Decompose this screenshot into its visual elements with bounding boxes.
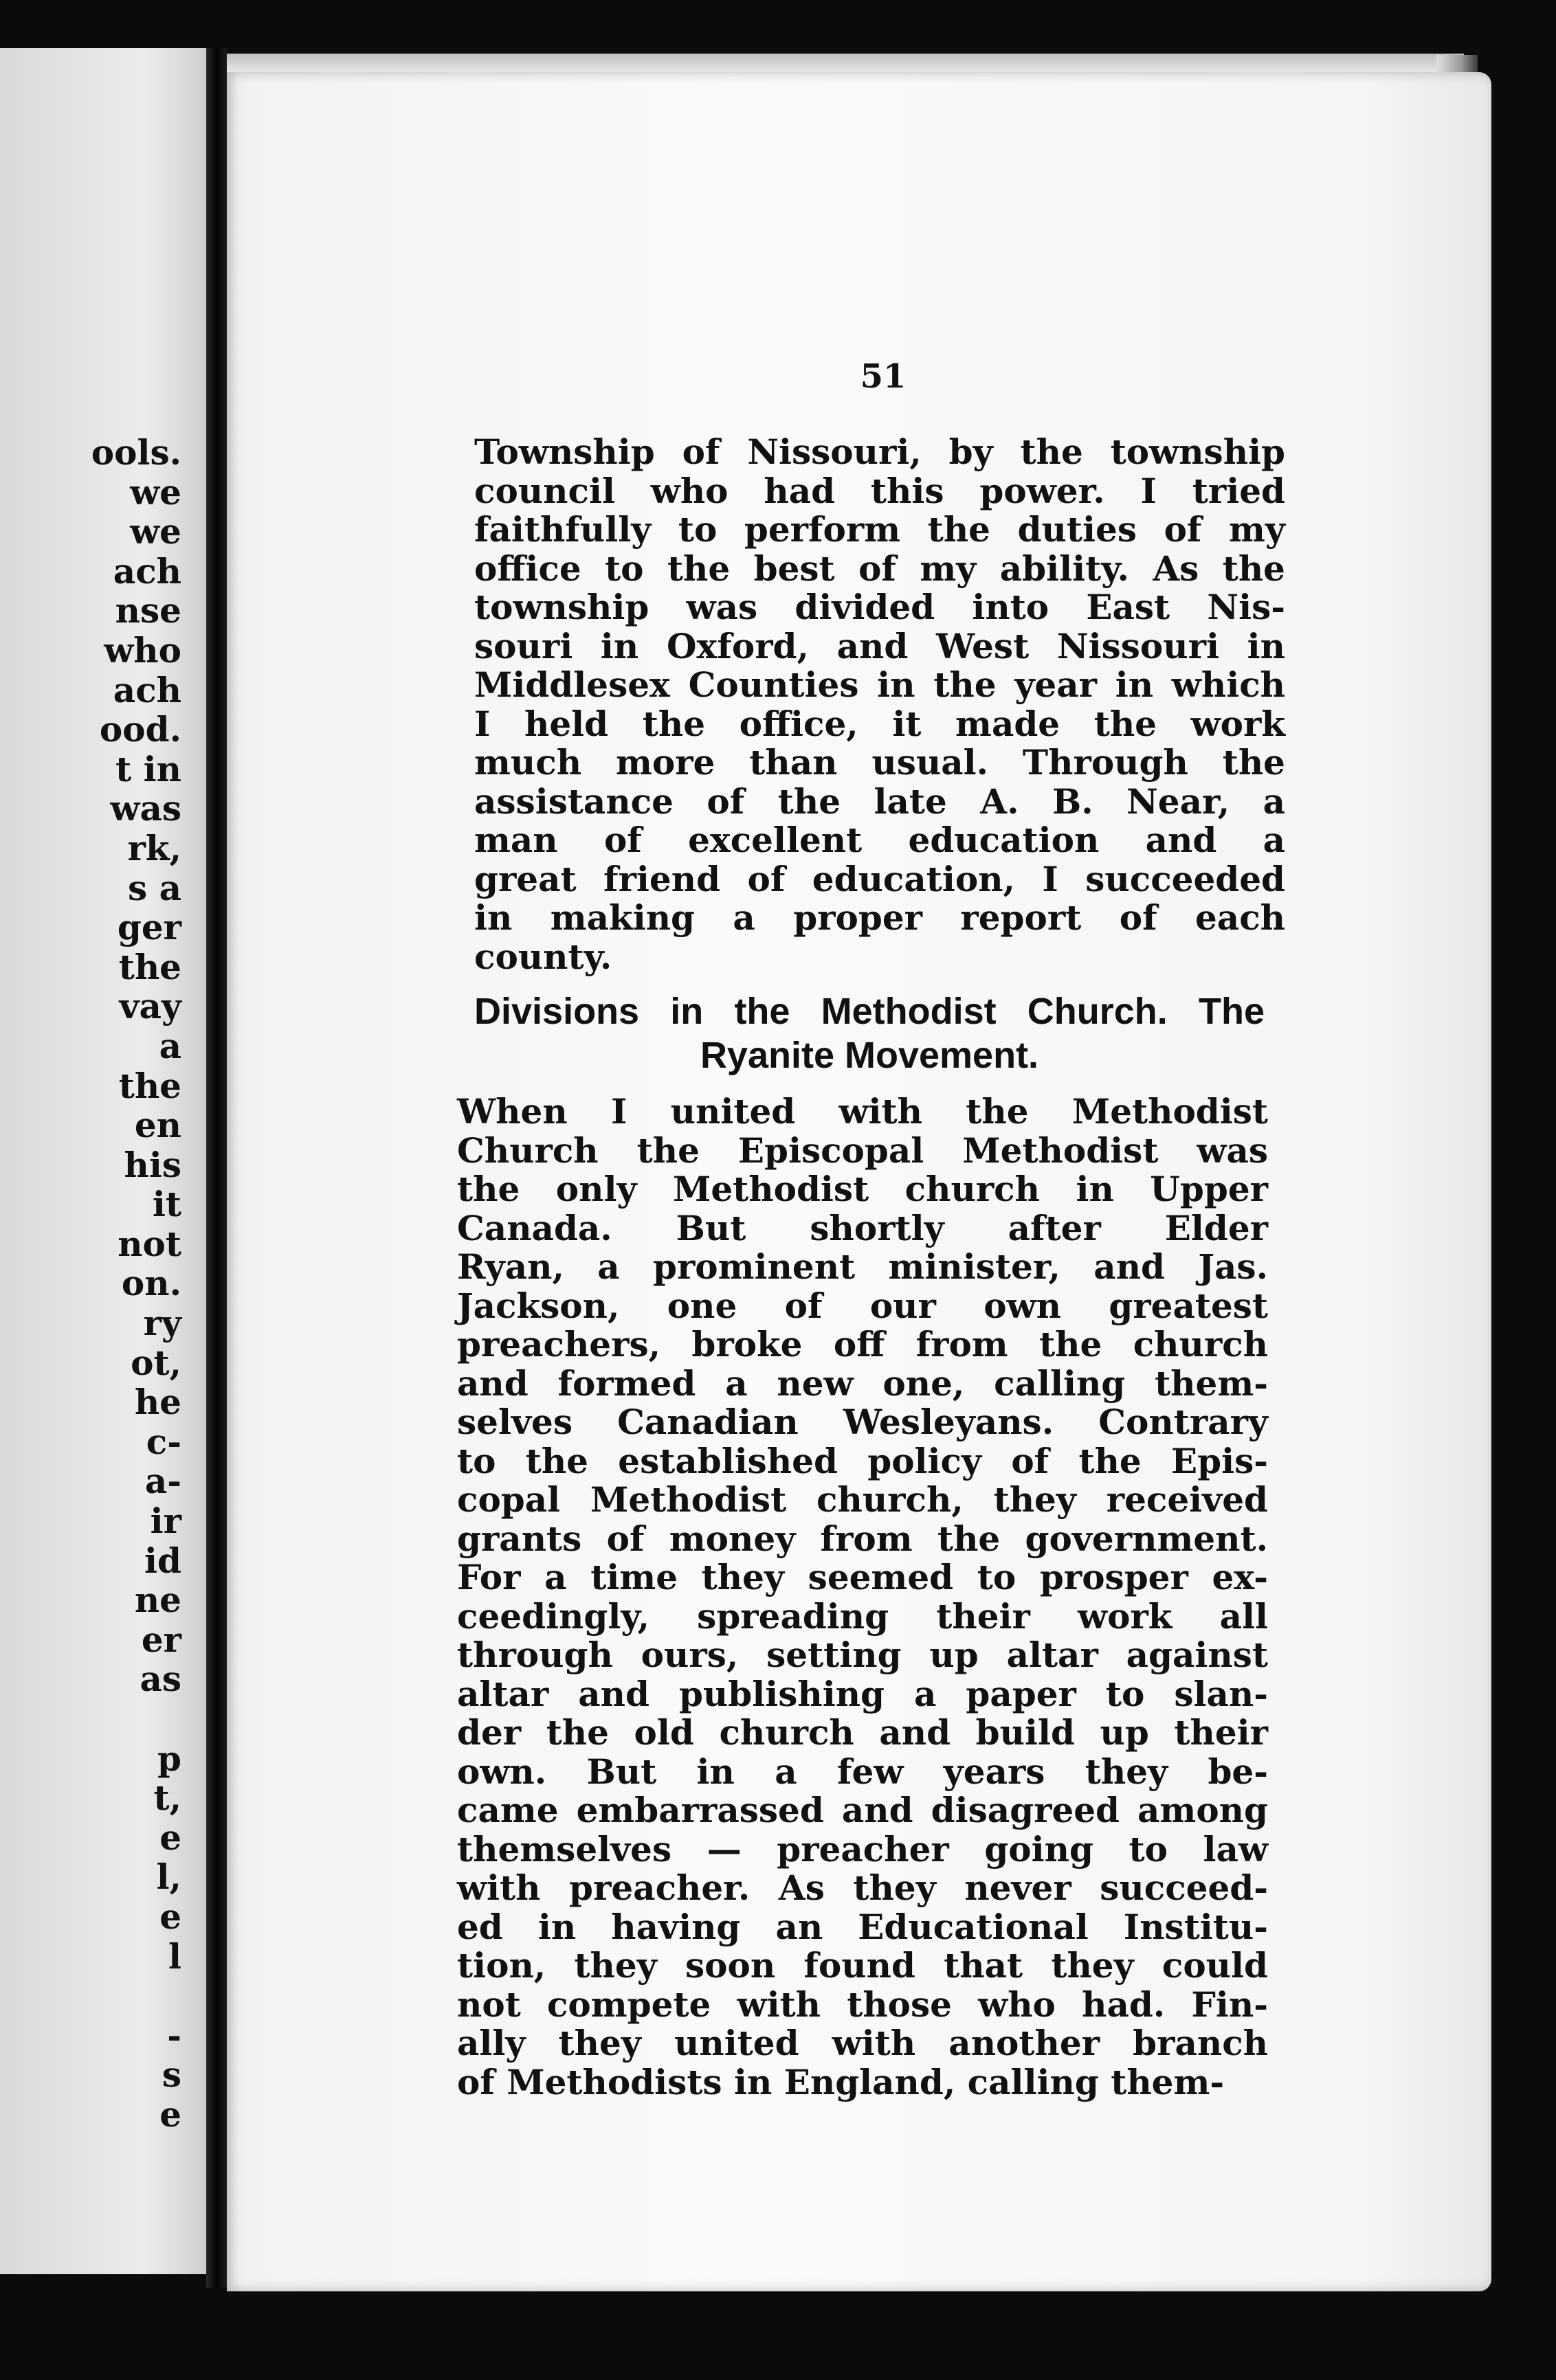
left-page-fragment: t in (115, 748, 181, 789)
left-page-fragment: ot, (131, 1342, 181, 1383)
left-page-fragment: not (118, 1223, 181, 1264)
text-line: man of excellent education and a (474, 820, 1285, 860)
left-page-fragment: l, (156, 1856, 181, 1898)
left-page-fragment (0, 1699, 181, 1739)
text-line: office to the best of my ability. As the (474, 548, 1285, 589)
text-line: I held the office, it made the work (474, 703, 1285, 744)
left-page-fragment: e (159, 1817, 181, 1858)
text-line: through ours, setting up altar against (457, 1635, 1268, 1675)
left-page-fragment: he (134, 1382, 181, 1423)
text-line: came embarrassed and disagreed among (457, 1790, 1268, 1830)
left-page-fragment: on. (121, 1263, 181, 1304)
left-page-fragment: was (110, 788, 181, 829)
left-facing-page (0, 48, 206, 2274)
paragraph-township-office (474, 433, 1285, 976)
text-line: county. (474, 936, 612, 977)
left-page-fragment: his (124, 1144, 181, 1185)
left-page-fragment: ach (113, 669, 181, 710)
left-page-fragment: id (144, 1540, 181, 1581)
left-page-fragment: the (118, 1065, 181, 1106)
text-line: of Methodists in England, calling them- (457, 2061, 1225, 2102)
left-page-fragment: ir (150, 1501, 181, 1542)
left-page-fragment: p (157, 1738, 181, 1779)
text-line: altar and publishing a paper to slan- (457, 1673, 1268, 1714)
text-line: not compete with those who had. Fin- (457, 1984, 1268, 2025)
text-line: council who had this power. I tried (474, 470, 1285, 511)
left-page-text-fragments (0, 433, 181, 2135)
text-line: faithfully to perform the duties of my (474, 509, 1285, 550)
left-page-fragment: e (159, 1896, 181, 1937)
text-line: assistance of the late A. B. Near, a (474, 781, 1285, 822)
left-page-fragment: ne (134, 1580, 181, 1621)
left-page-fragment: vay (119, 986, 181, 1027)
left-page-fragment: er (141, 1619, 181, 1660)
left-page-fragment: a (159, 1025, 181, 1066)
heading-line: Divisions in the Methodist Church. The (474, 991, 1265, 1032)
text-line: selves Canadian Wesleyans. Contrary (457, 1402, 1268, 1442)
text-line: own. But in a few years they be- (457, 1751, 1268, 1792)
text-line: much more than usual. Through the (474, 742, 1285, 783)
left-page-fragment: a- (144, 1461, 181, 1502)
left-page-fragment: it (152, 1184, 181, 1225)
text-line: Jackson, one of our own greatest (457, 1285, 1268, 1326)
page-top-edge (227, 54, 1464, 73)
left-page-fragment: nse (115, 590, 181, 631)
left-page-fragment: c- (146, 1421, 181, 1462)
page-number: 51 (860, 357, 907, 396)
text-line: For a time they seemed to prosper ex- (457, 1557, 1268, 1597)
text-line: souri in Oxford, and West Nissouri in (474, 625, 1285, 666)
text-line: Township of Nissouri, by the township (474, 431, 1285, 472)
left-page-fragment: - (167, 2014, 181, 2056)
text-line: grants of money from the government. (457, 1518, 1268, 1559)
left-page-fragment: ach (113, 550, 181, 592)
section-heading (474, 989, 1265, 1077)
left-page-fragment: we (130, 471, 181, 513)
left-page-fragment: rk, (127, 827, 181, 868)
left-page-fragment: ger (117, 907, 181, 948)
text-line: Middlesex Counties in the year in which (474, 664, 1285, 705)
text-line: tion, they soon found that they could (457, 1945, 1268, 1986)
left-page-fragment: s a (128, 867, 181, 908)
left-page-fragment: ood. (99, 709, 181, 750)
text-line: and formed a new one, calling them- (457, 1362, 1268, 1404)
left-page-fragment: e (159, 2093, 181, 2135)
text-line: When I united with the Methodist (457, 1091, 1268, 1132)
heading-line: Ryanite Movement. (700, 1035, 1039, 1076)
text-line: with preacher. As they never succeed- (457, 1867, 1268, 1908)
left-page-fragment: we (130, 511, 181, 552)
left-page-fragment: as (140, 1659, 181, 1700)
left-page-fragment: en (134, 1105, 181, 1146)
text-line: the only Methodist church in Upper (457, 1169, 1268, 1209)
text-line: Ryan, a prominent minister, and Jas. (457, 1246, 1268, 1287)
text-line: in making a proper report of each (474, 897, 1285, 938)
paragraph-ryanite-movement (457, 1092, 1268, 2102)
text-line: Church the Episcopal Methodist was (457, 1130, 1268, 1171)
left-page-fragment: s (162, 2054, 181, 2096)
left-page-fragment: who (104, 629, 181, 671)
book-gutter (206, 48, 227, 2288)
text-line: ceedingly, spreading their work all (457, 1595, 1268, 1637)
left-page-fragment: ools. (91, 432, 181, 473)
left-page-fragment: the (118, 946, 181, 987)
left-page-fragment: ry (143, 1303, 181, 1344)
text-line: to the established policy of the Epis- (457, 1440, 1268, 1481)
text-line: ed in having an Educational Institu- (457, 1906, 1268, 1947)
text-line: township was divided into East Nis- (474, 587, 1285, 627)
left-page-fragment (0, 1976, 181, 2016)
text-line: ally they united with another branch (457, 2023, 1268, 2063)
text-line: great friend of education, I succeeded (474, 858, 1285, 899)
text-line: Canada. But shortly after Elder (457, 1207, 1268, 1248)
text-line: copal Methodist church, they received (457, 1479, 1268, 1520)
text-line: preachers, broke off from the church (457, 1324, 1268, 1365)
left-page-fragment: l (168, 1935, 181, 1977)
left-page-fragment: t, (153, 1777, 181, 1819)
text-line: themselves — preacher going to law (457, 1828, 1268, 1870)
text-line: der the old church and build up their (457, 1712, 1268, 1753)
